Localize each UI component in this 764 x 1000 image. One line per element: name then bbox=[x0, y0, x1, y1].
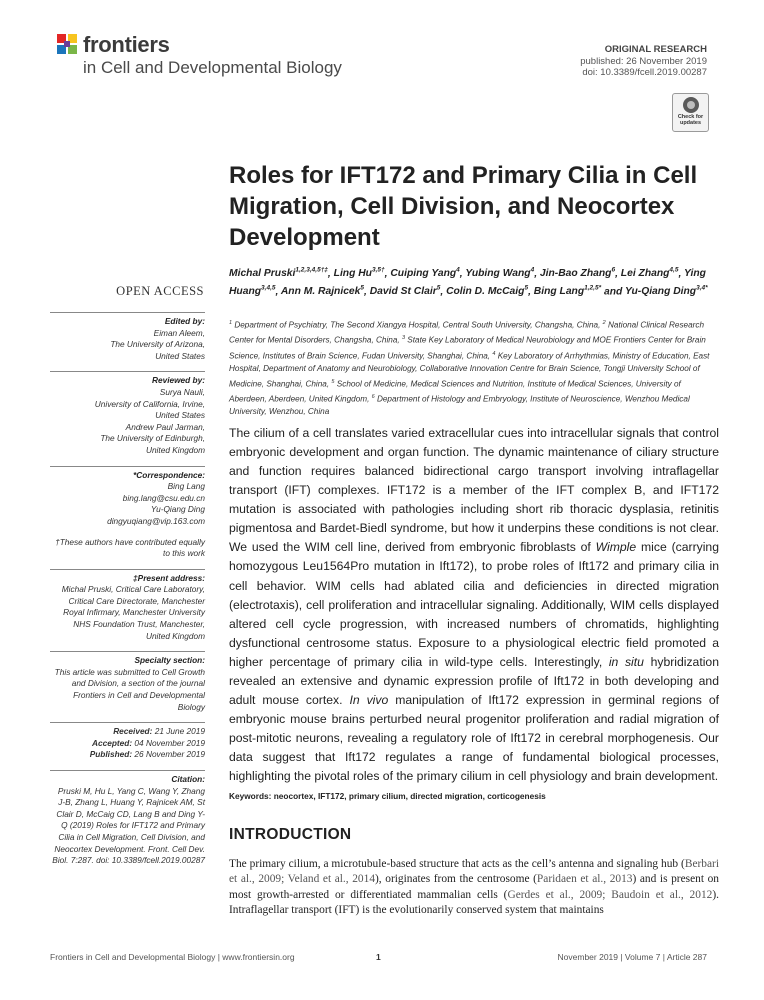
author[interactable]: David St Clair$^5$ bbox=[369, 284, 441, 298]
reviewer-line: United States bbox=[155, 410, 205, 421]
brand-name: frontiers bbox=[83, 32, 170, 57]
specialty-label: Specialty section: bbox=[134, 655, 205, 666]
published-date: published: 26 November 2019 bbox=[580, 55, 707, 67]
citation-link[interactable]: Paridaen et al., 2013 bbox=[536, 873, 633, 886]
author[interactable]: Lei Zhang$^{4,5}$ bbox=[620, 267, 679, 280]
author[interactable]: Ling $Hu^{3,5\dagger}$ bbox=[333, 267, 385, 280]
sidebar bbox=[50, 312, 205, 876]
affiliations: $^1$ Department of Psychiatry, The Second Xiangya Hospital, Central South University, Changsha, China, $^2$ National Clinical Research Center for Mental Disorders, Changsha, China, $^3$ State Key Laboratory of Medical Neurobiology and MOE Frontiers Center for Brain Science, Institutes of Brain Science, Fudan University, Shanghai, China, $^4$ Key Laboratory of Arrhythmias, Ministry of Education, East Hospital, Department of Anatomy and Neurobiology, Collaborative Innovation Centre for Brain Science, Tongji University School of Medicine, Shanghai, China, $^5$ School of Medicine, Medical Sciences and Nutrition, Institute of Medical Sciences, University of Aberdeen, Aberdeen, United Kingdom, $^6$ Department of Histology and Embryology, Institute of Neuroscience, Wenzhou Medical University, Wenzhou, China bbox=[229, 320, 710, 417]
affiliation: School of Medicine, Medical Sciences and Nutrition, Institute of Medical Sciences, University of Aberdeen, Aberdeen, United Kingdom, bbox=[229, 379, 681, 404]
accepted-date: Accepted: 04 November 2019 bbox=[91, 737, 205, 748]
author[interactable]: Ying Huang$^{3,4,5}$ bbox=[229, 268, 706, 298]
badge-line2: updates bbox=[679, 120, 702, 126]
correspondent-email[interactable]: bing.lang@csu.edu.cn bbox=[122, 492, 205, 503]
present-address-text: Michal Pruski, Critical Care Laboratory, Critical Care Directorate, Manchester Royal Infirmary, Manchester University NHS Foundation Trust, Manchester, United Kingdom bbox=[61, 584, 205, 641]
equal-contribution-note: †These authors have contributed equally to this work bbox=[55, 536, 205, 559]
citation-text: Pruski M, Hu L, Yang C, Wang Y, Zhang J-B, Zhang L, Huang Y, Rajnicek AM, St Clair D, McCaig CD, Lang B and Ding Y-Q (2019) Roles for IFT172 and Primary Cilia in Cell Migration, Cell Division, and Neocortex Development. Front. Cell Dev. Biol. 7:287. doi: 10.3389/fcell.2019.00287 bbox=[52, 785, 205, 866]
author[interactable]: Jin-Bao Zhang$^6$ bbox=[539, 267, 616, 280]
citation-label: Citation: bbox=[171, 774, 205, 784]
editor-line[interactable]: Eiman Aleem, bbox=[153, 327, 205, 338]
affiliation: State Key Laboratory of Medical Neurobiology and MOE Frontiers Center for Brain Science, Institutes of Brain Science, Fudan University, Shanghai, China, bbox=[229, 336, 706, 361]
article-title: Roles for IFT172 and Primary Cilia in Cell Migration, Cell Division, and Neocortex Development bbox=[229, 162, 698, 251]
reviewer-line: University of California, Irvine, bbox=[94, 398, 205, 409]
frontiers-logo-icon bbox=[55, 33, 79, 57]
published-date-sidebar: Published: 26 November 2019 bbox=[89, 749, 205, 760]
affiliation: Department of Psychiatry, The Second Xiangya Hospital, Central South University, Changsha, China, bbox=[234, 320, 603, 330]
article-meta bbox=[580, 44, 707, 79]
reviewed-by-label: Reviewed by: bbox=[151, 375, 205, 386]
footer-journal[interactable]: Frontiers in Cell and Developmental Biology | www.frontiersin.org bbox=[50, 952, 295, 962]
reviewer-line: United Kingdom bbox=[145, 444, 205, 455]
keywords: Keywords: neocortex, IFT172, primary cilium, directed migration, corticogenesis bbox=[229, 791, 546, 801]
reviewer-line[interactable]: Surya Nauli, bbox=[159, 386, 205, 397]
correspondence-label: *Correspondence: bbox=[133, 469, 205, 480]
update-icon bbox=[683, 97, 699, 113]
specialty-text: This article was submitted to Cell Growth and Division, a section of the journal Frontiers in Cell and Developmental Biology bbox=[54, 666, 205, 712]
present-address-label: ‡Present address: bbox=[133, 572, 205, 583]
correspondence-section bbox=[50, 470, 205, 528]
reviewer-line: The University of Edinburgh, bbox=[100, 433, 205, 444]
reviewed-by-section bbox=[50, 375, 205, 456]
open-access-label: OPEN ACCESS bbox=[116, 284, 204, 298]
editor-line: The University of Arizona, bbox=[110, 339, 205, 350]
correspondent-email[interactable]: dingyuqiang@vip.163.com bbox=[107, 515, 205, 526]
page-number: 1 bbox=[376, 952, 381, 962]
check-for-updates-badge[interactable] bbox=[672, 93, 709, 132]
journal-name: in Cell and Developmental Biology bbox=[83, 58, 342, 77]
badge-line1: Check for bbox=[677, 114, 704, 120]
citation-link[interactable]: Berbari et al., 2009; Veland et al., 2014 bbox=[229, 858, 719, 886]
specialty-section bbox=[50, 655, 205, 713]
present-address-section bbox=[50, 573, 205, 643]
correspondent-name: Yu-Qiang Ding bbox=[150, 504, 205, 515]
author[interactable]: Bing Lang$^{1,2,5*}$ bbox=[533, 284, 602, 298]
received-date: Received: 21 June 2019 bbox=[113, 726, 205, 737]
introduction-heading: INTRODUCTION bbox=[229, 826, 352, 843]
article-type: ORIGINAL RESEARCH bbox=[604, 44, 707, 55]
author[interactable]: Ann M. Rajnicek$^5$ bbox=[280, 284, 365, 298]
affiliation: National Clinical Research Center for Mental Disorders, Changsha, China, bbox=[229, 320, 705, 346]
dates-section bbox=[50, 726, 205, 761]
correspondent-name: Bing Lang bbox=[167, 481, 205, 492]
abstract: The cilium of a cell translates varied extracellular cues into intracellular signals that control embryonic development and organ function. The dynamic maintenance of ciliary structure and function requires balanced bidirectional cargo transport involving intraflagellar transport (IFT) complexes. IFT172 is a member of the IFT complex B, and IFT172 mutation is associated with pathologies including short rib thoracic dysplasia, retinitis pigmentosa and Bardet-Biedl syndrome, but how it underpins these conditions is not clear. We used the WIM cell line, derived from embryonic fibroblasts of Wimple mice (carrying homozygous Leu1564Pro mutation in Ift172), to probe roles of Ift172 and primary cilia in cell behavior. WIM cells had ablated cilia and deficiencies in directed migration (electrotaxis), cell proliferation and intracellular signaling. Additionally, WIM cells displayed altered cell cycle progression, with increased numbers of chromatids, highlighting dysfunctional centrosome status. Exposure to a physiological electric field promoted a higher percentage of primary cilia in wild-type cells. Interestingly, in situ hybridization revealed an extensive and dynamic expression profile of Ift172 in both developing and adult mouse cortex. In vivo manipulation of Ift172 expression in germinal regions of embryonic mouse brains perturbed neural progenitor proliferation and radial migration of post-mitotic neurons, revealing a regulatory role of Ift172 in cerebral morphogenesis. Our data suggest that Ift172 regulates a range of fundamental biological processes, highlighting the pivotal roles of the primary cilium in cell physiology and brain development. bbox=[229, 426, 719, 784]
affiliation: Department of Histology and Embryology, Institute of Neuroscience, Wenzhou Medical University, Wenzhou, China bbox=[229, 394, 690, 417]
author-list: Michal Pruski$^{1,2,3,4,5\dagger\ddagger}$, Ling $Hu^{3,5\dagger}$, Cuiping Yang$^4$, Yubing Wang$^4$, Jin-Bao Zhang$^6$, Lei Zhang$^{4,5}$, Ying Huang$^{3,4,5}$, Ann M. Rajnicek$^5$, David St Clair$^5$, Colin D. McCaig$^5$, Bing Lang$^{1,2,5*}$ and Yu-Qiang Ding$^{3,4*}$ bbox=[229, 267, 708, 298]
reviewer-line[interactable]: Andrew Paul Jarman, bbox=[125, 421, 205, 432]
affiliation: Key Laboratory of Arrhythmias, Ministry of Education, East Hospital, Department of Anatomy and Neurobiology, Collaborative Innovation Centre for Brain Science, Tongji University School of Medicine, Shanghai, China, bbox=[229, 351, 710, 389]
editor-line: United States bbox=[155, 350, 205, 361]
edited-by-section bbox=[50, 316, 205, 362]
footer-volume: November 2019 | Volume 7 | Article 287 bbox=[557, 952, 707, 962]
introduction-paragraph: The primary cilium, a microtubule-based structure that acts as the cell’s antenna and signaling hub (Berbari et al., 2009; Veland et al., 2014), originates from the centrosome (Paridaen et al., 2013) and is present on most growth-arrested or differentiated mammalian cells (Gerdes et al., 2009; Baudoin et al., 2012). Intraflagellar transport (IFT) is the evolutionarily conserved system that maintains bbox=[229, 858, 719, 917]
author[interactable]: Michal Pruski$^{1,2,3,4,5\dagger\ddagger}$ bbox=[229, 267, 328, 280]
doi[interactable]: doi: 10.3389/fcell.2019.00287 bbox=[582, 67, 707, 78]
author[interactable]: Yu-Qiang Ding$^{3,4*}$ bbox=[624, 284, 708, 298]
author[interactable]: Colin D. McCaig$^5$ bbox=[446, 284, 529, 298]
citation-section bbox=[50, 774, 205, 867]
citation-link[interactable]: Gerdes et al., 2009; Baudoin et al., 2012 bbox=[507, 888, 713, 901]
author[interactable]: Yubing Wang$^4$ bbox=[465, 267, 535, 280]
author[interactable]: Cuiping Yang$^4$ bbox=[390, 267, 460, 280]
edited-by-label: Edited by: bbox=[164, 316, 205, 326]
